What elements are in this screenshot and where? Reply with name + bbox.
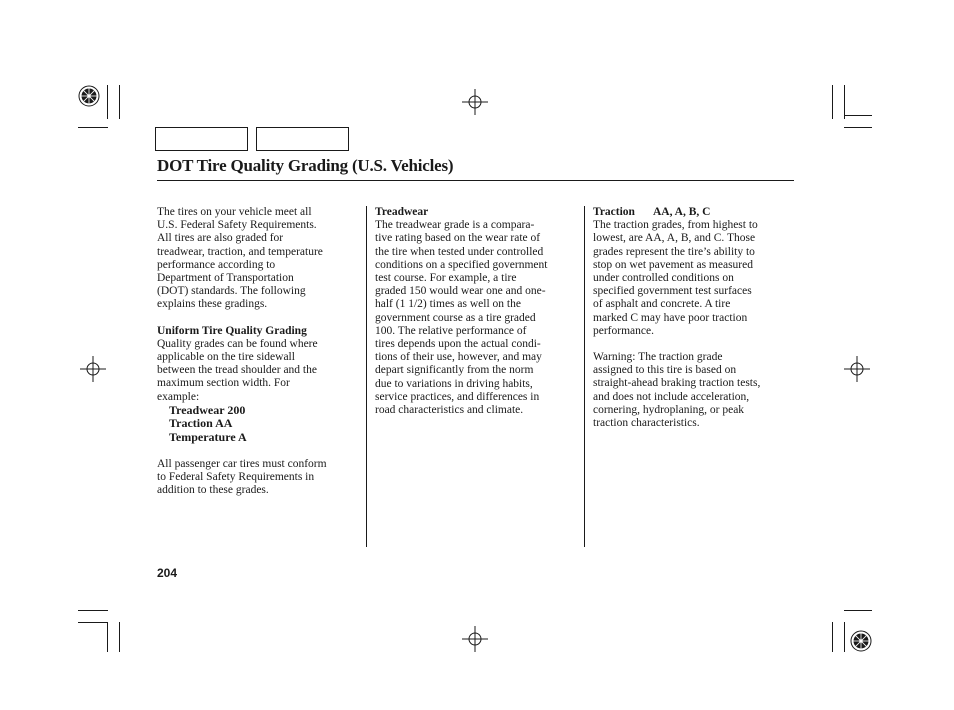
crop-mark	[844, 610, 872, 611]
body-line: (DOT) standards. The following	[157, 285, 306, 298]
body-line: road characteristics and climate.	[375, 404, 524, 417]
body-line: All tires are also graded for	[157, 232, 284, 245]
body-line: to Federal Safety Requirements in	[157, 470, 315, 483]
column-right	[593, 206, 760, 430]
body-line: under controlled conditions on	[593, 272, 734, 285]
body-line: graded 150 would wear one and one-	[375, 285, 546, 298]
crop-mark	[107, 85, 108, 119]
section-heading-uniform: Uniform Tire Quality Grading	[157, 324, 307, 337]
warning-line: straight-ahead braking traction tests,	[593, 377, 761, 390]
body-line: due to variations in driving habits,	[375, 377, 533, 390]
registration-sunburst-icon	[850, 630, 872, 652]
body-line: service practices, and differences in	[375, 390, 540, 403]
body-line: performance according to	[157, 258, 276, 271]
crop-mark	[844, 85, 845, 119]
body-line: tions of their use, however, and may	[375, 351, 542, 364]
body-line: the tire when tested under controlled	[375, 245, 544, 258]
body-line: test course. For example, a tire	[375, 272, 517, 285]
crop-mark	[107, 622, 108, 652]
body-line: government course as a tire graded	[375, 311, 536, 324]
page-title: DOT Tire Quality Grading (U.S. Vehicles)	[157, 156, 454, 175]
body-line: 100. The relative performance of	[375, 324, 527, 337]
traction-heading-label: Traction	[593, 206, 635, 218]
crop-mark	[78, 127, 108, 128]
registration-crosshair-icon	[844, 356, 870, 382]
section-tab-box	[256, 127, 349, 151]
crop-mark	[844, 127, 872, 128]
example-grade: Temperature A	[169, 430, 247, 445]
example-grade: Traction AA	[169, 416, 233, 431]
body-line: explains these gradings.	[157, 298, 268, 311]
example-grade: Treadwear 200	[169, 402, 246, 417]
column-divider	[584, 206, 585, 547]
section-tab-box	[155, 127, 248, 151]
body-line: The traction grades, from highest to	[593, 219, 758, 232]
body-line: example:	[157, 390, 200, 403]
registration-sunburst-icon	[78, 85, 100, 107]
crop-mark	[119, 85, 120, 119]
body-line: grades represent the tire’s ability to	[593, 245, 755, 258]
body-line: specified government test surfaces	[593, 285, 752, 298]
warning-line: traction characteristics.	[593, 417, 700, 430]
body-line: between the tread shoulder and the	[157, 364, 317, 377]
traction-heading-grades: AA, A, B, C	[652, 206, 711, 218]
section-heading-treadwear: Treadwear	[375, 206, 429, 218]
body-line: marked C may have poor traction	[593, 311, 748, 324]
warning-line: cornering, hydroplaning, or peak	[593, 403, 745, 416]
crop-mark	[844, 115, 872, 116]
column-middle	[375, 206, 547, 417]
registration-crosshair-icon	[80, 356, 106, 382]
crop-mark	[78, 622, 108, 623]
body-line: The treadwear grade is a compara-	[375, 219, 535, 232]
page-number: 204	[157, 566, 178, 580]
registration-crosshair-icon	[462, 89, 488, 115]
body-line: applicable on the tire sidewall	[157, 351, 295, 364]
title-rule	[157, 180, 794, 181]
warning-line: and does not include acceleration,	[593, 390, 750, 403]
crop-mark	[78, 610, 108, 611]
body-line: conditions on a specified government	[375, 258, 548, 271]
body-line: performance.	[593, 324, 654, 337]
crop-mark	[844, 622, 845, 652]
body-line: tive rating based on the wear rate of	[375, 232, 541, 245]
crop-mark	[832, 622, 833, 652]
section-heading-traction	[593, 206, 760, 219]
body-line: All passenger car tires must conform	[157, 457, 327, 470]
warning-line: Warning: The traction grade	[593, 351, 723, 364]
column-left	[157, 206, 327, 497]
body-line: treadwear, traction, and temperature	[157, 245, 323, 258]
body-line: depart significantly from the norm	[375, 364, 534, 377]
crop-mark	[119, 622, 120, 652]
column-divider	[366, 206, 367, 547]
body-line: addition to these grades.	[157, 484, 269, 497]
body-line: maximum section width. For	[157, 377, 290, 390]
body-line: Department of Transportation	[157, 272, 294, 285]
body-line: U.S. Federal Safety Requirements.	[157, 219, 317, 232]
registration-crosshair-icon	[462, 626, 488, 652]
body-line: stop on wet pavement as measured	[593, 258, 753, 271]
body-line: half (1 1/2) times as well on the	[375, 298, 521, 311]
body-line: tires depends upon the actual condi-	[375, 338, 541, 351]
warning-line: assigned to this tire is based on	[593, 364, 737, 377]
body-line: lowest, are AA, A, B, and C. Those	[593, 232, 756, 245]
crop-mark	[832, 85, 833, 119]
body-line: Quality grades can be found where	[157, 337, 318, 350]
body-line: The tires on your vehicle meet all	[157, 206, 312, 218]
body-line: of asphalt and concrete. A tire	[593, 298, 731, 311]
